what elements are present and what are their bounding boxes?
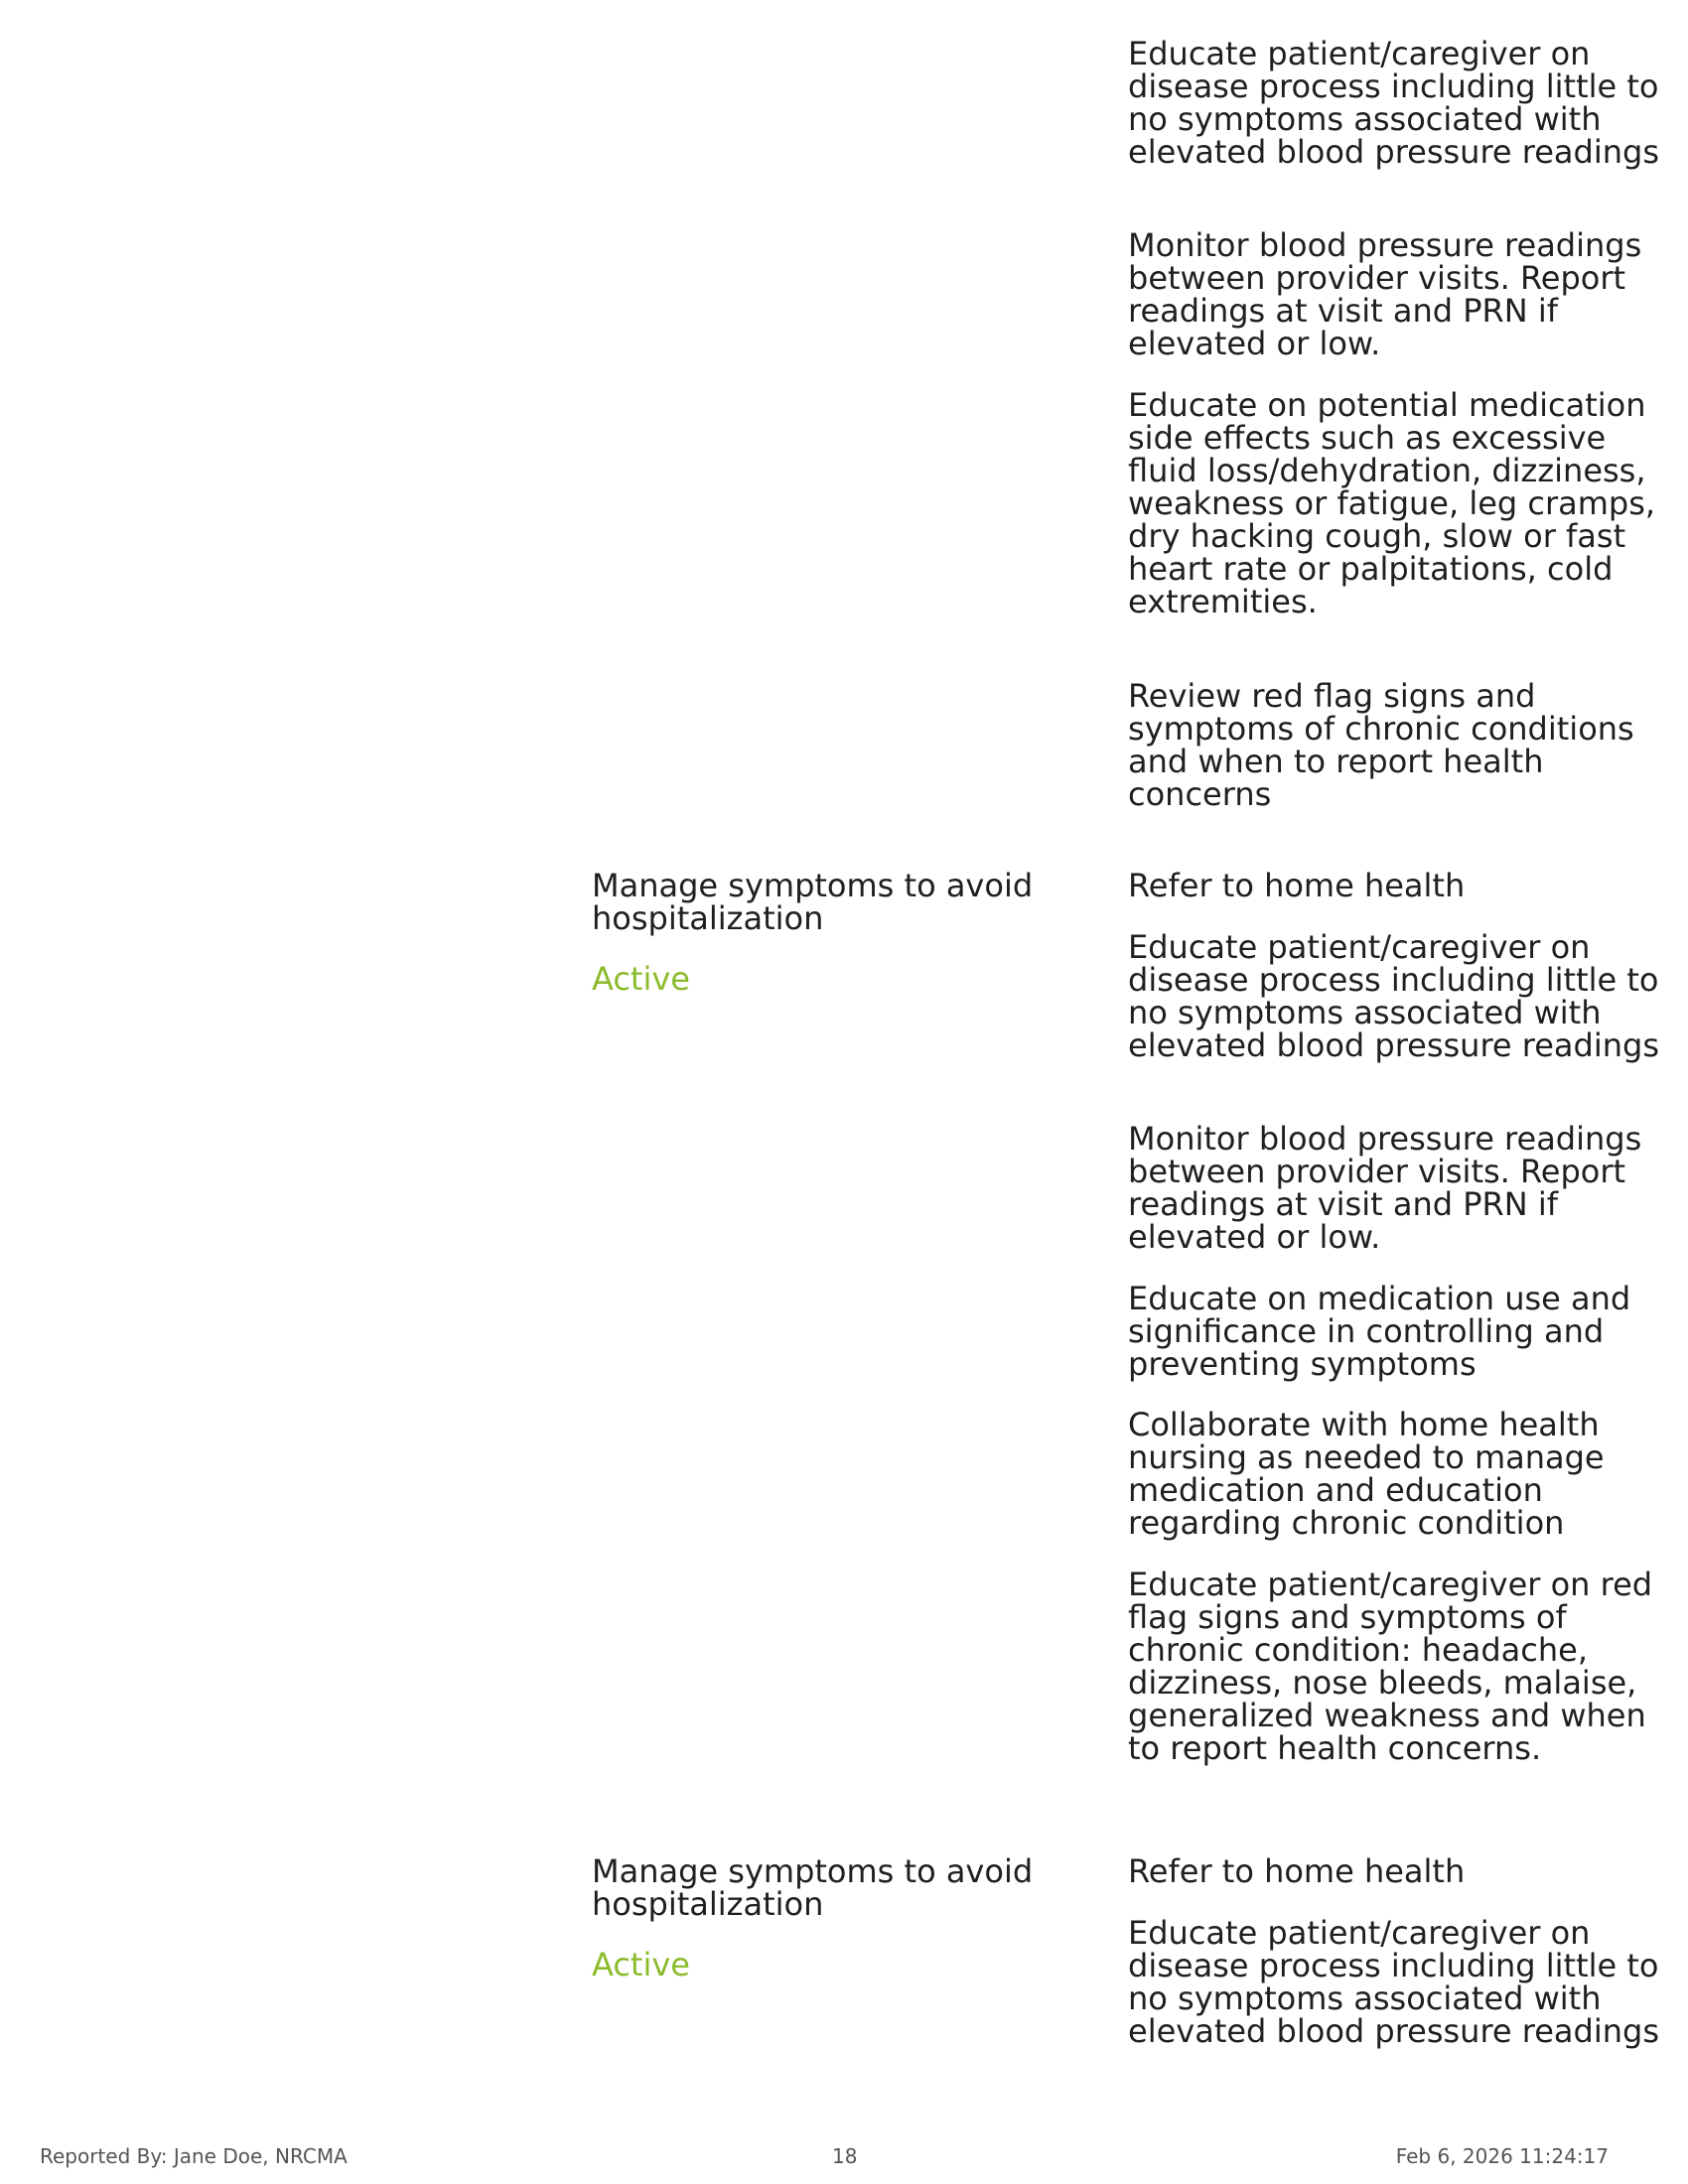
goal-title: Manage symptoms to avoid hospitalization <box>592 867 1034 937</box>
intervention-text: Collaborate with home health nursing as needed to manage medication and education regarding chronic condition <box>1128 1406 1605 1542</box>
intervention-text: Educate on medication use and significance in controlling and preventing symptoms <box>1128 1280 1631 1383</box>
intervention-text: Refer to home health <box>1128 867 1466 904</box>
intervention-text: Educate patient/caregiver on disease process including little to no symptoms associated with elevated blood pressure readings <box>1128 35 1659 171</box>
intervention-text: Monitor blood pressure readings between provider visits. Report readings at visit and PRN if elevated or low. <box>1128 1120 1642 1256</box>
footer-timestamp: Feb 6, 2026 11:24:17 <box>1395 2144 1609 2168</box>
footer-reported-by: Reported By: Jane Doe, NRCMA <box>40 2144 348 2168</box>
intervention-text: Educate patient/caregiver on disease process including little to no symptoms associated with elevated blood pressure readings <box>1128 1914 1659 2050</box>
goal-title: Manage symptoms to avoid hospitalization <box>592 1852 1034 1923</box>
intervention-text: Review red flag signs and symptoms of chronic conditions and when to report health concerns <box>1128 677 1634 813</box>
intervention-text: Educate patient/caregiver on disease process including little to no symptoms associated with elevated blood pressure readings <box>1128 928 1659 1064</box>
intervention-text: Educate on potential medication side effects such as excessive fluid loss/dehydration, dizziness, weakness or fatigue, leg cramps, dry hacking cough, slow or fast heart rate or palpitations, cold extremities. <box>1128 386 1656 620</box>
intervention-text: Educate patient/caregiver on red flag signs and symptoms of chronic condition: headache, dizziness, nose bleeds, malaise, generalized weakness and when to report health concerns. <box>1128 1566 1653 1767</box>
goal-status-badge: Active <box>592 1946 690 1983</box>
intervention-text: Refer to home health <box>1128 1852 1466 1890</box>
footer-page-number: 18 <box>832 2144 858 2168</box>
goal-status-badge: Active <box>592 960 690 998</box>
intervention-text: Monitor blood pressure readings between provider visits. Report readings at visit and PRN if elevated or low. <box>1128 226 1642 362</box>
